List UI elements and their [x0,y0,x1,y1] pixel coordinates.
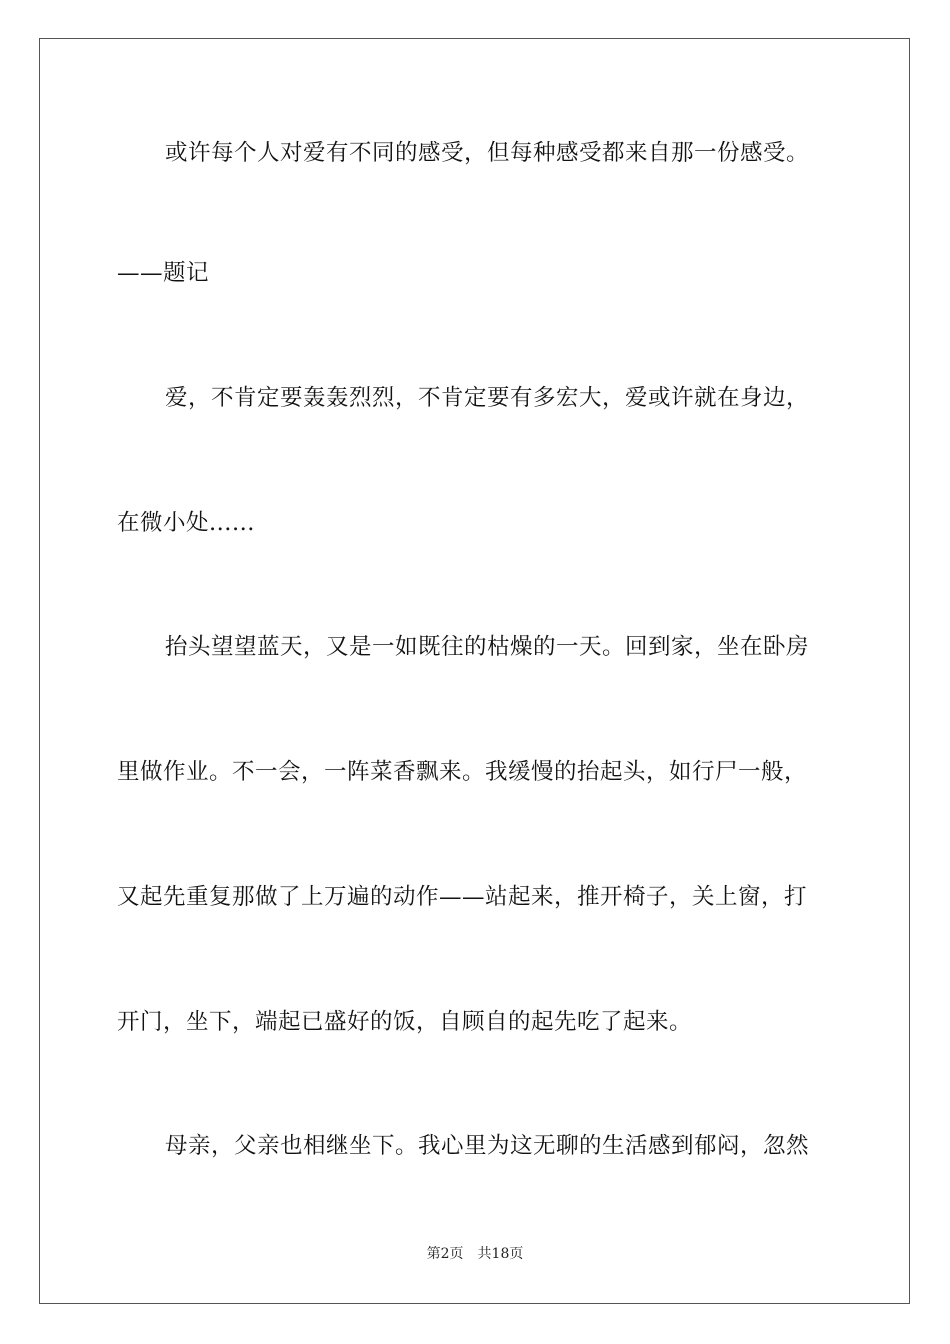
page-border [39,38,910,1304]
epigraph-attribution: ——题记 [117,260,210,286]
paragraph-line: 母亲，父亲也相继坐下。我心里为这无聊的生活感到郁闷，忽然 [165,1133,810,1159]
paragraph-line: 里做作业。不一会，一阵菜香飘来。我缓慢的抬起头，如行尸一般， [117,759,808,785]
page-number: 第2页 [426,1246,464,1262]
page-footer [0,1245,950,1263]
paragraph-line: 又起先重复那做了上万遍的动作——站起来，推开椅子，关上窗，打 [117,884,808,910]
paragraph-line: 抬头望望蓝天，又是一如既往的枯燥的一天。回到家，坐在卧房 [165,634,810,660]
epigraph-line: 或许每个人对爱有不同的感受，但每种感受都来自那一份感受。 [165,140,810,166]
paragraph-line: 开门，坐下，端起已盛好的饭，自顾自的起先吃了起来。 [117,1009,693,1035]
paragraph-line: 爱，不肯定要轰轰烈烈，不肯定要有多宏大，爱或许就在身边， [165,385,810,411]
paragraph-line: 在微小处...... [117,510,255,536]
page-total: 共18页 [477,1246,524,1262]
